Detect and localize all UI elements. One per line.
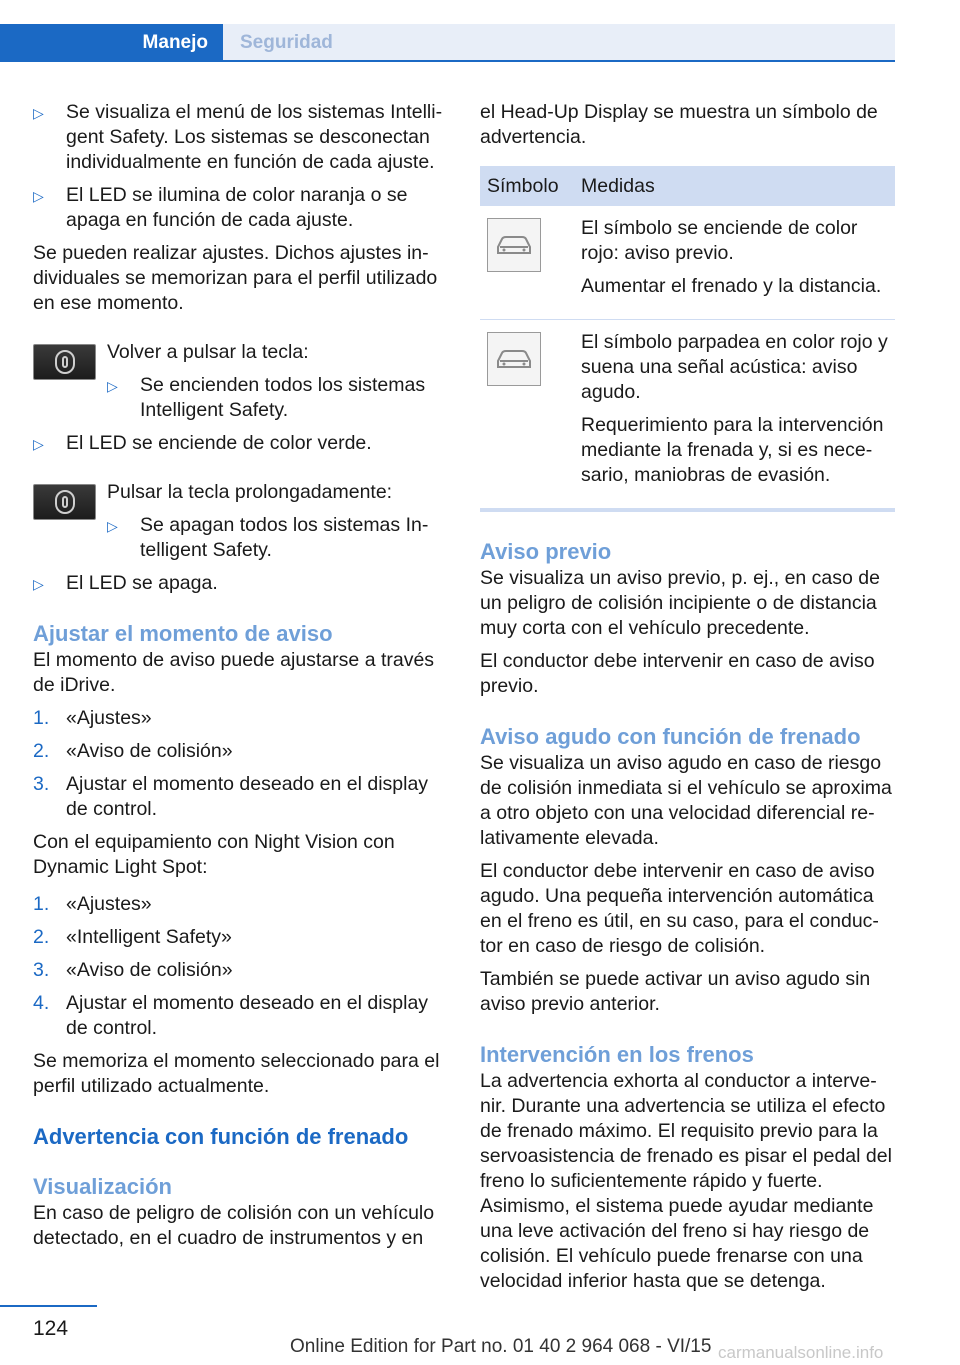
list-number: 2. (33, 740, 50, 762)
list-item (33, 892, 448, 917)
list-item (33, 925, 448, 950)
triangle-bullet-icon: ▷ (107, 518, 118, 534)
key-row-press (33, 340, 448, 423)
table-text: El símbolo parpadea en color rojo y suena una señal acústica: aviso agudo. (581, 331, 888, 403)
left-column (33, 100, 448, 1259)
list-number: 3. (33, 959, 50, 981)
table-cell-medidas (573, 320, 895, 511)
list-text: «Ajustes» (66, 707, 152, 729)
paragraph-agudo: También se puede activar un aviso agudo sin aviso previo anterior. (480, 968, 871, 1015)
heading-visualizacion: Visualización (33, 1174, 172, 1199)
right-column (480, 100, 895, 1302)
table-header-medidas: Medidas (573, 166, 895, 206)
list-text: Ajustar el momento deseado en el display de control. (66, 992, 429, 1039)
heading-advertencia: Advertencia con función de frenado (33, 1124, 409, 1149)
list-item (33, 571, 448, 596)
intelligent-safety-key-icon (33, 344, 96, 380)
heading-intervencion-frenos: Intervención en los frenos (480, 1042, 754, 1067)
table-cell-symbol (480, 320, 573, 511)
paragraph-agudo: Se visualiza un aviso agudo en caso de riesgo de colisión inmediata si el vehículo se aproxima a otro objeto con una velocidad diferencial re‐lativamente elevada. (480, 752, 892, 849)
triangle-bullet-icon: ▷ (107, 378, 118, 394)
paragraph-night-vision: Con el equipamiento con Night Vision con Dynamic Light Spot: (33, 831, 395, 878)
key-row-long-press (33, 480, 448, 563)
list-item (33, 958, 448, 983)
watermark: carmanualsonline.info (718, 1343, 884, 1362)
table-row (480, 206, 895, 320)
paragraph-agudo: El conductor debe intervenir en caso de aviso agudo. Una pequeña intervención automática en el freno es útil, en su caso, para el conduc‐tor en caso de riesgo de colisión. (480, 860, 879, 957)
header-bar (0, 0, 895, 62)
bullet-text: Se encienden todos los sistemas Intelligent Safety. (140, 374, 426, 421)
triangle-bullet-icon: ▷ (33, 105, 44, 121)
heading-ajustar: Ajustar el momento de aviso (33, 621, 333, 646)
table-row (480, 320, 895, 511)
paragraph-memoriza: Se memoriza el momento seleccionado para el perfil utilizado actualmente. (33, 1050, 440, 1097)
table-header-simbolo: Símbolo (480, 166, 573, 206)
car-warning-icon (487, 332, 541, 386)
list-number: 1. (33, 707, 50, 729)
intelligent-safety-key-icon (33, 484, 96, 520)
table-cell-symbol (480, 206, 573, 320)
list-item (33, 431, 448, 456)
key-instruction: Volver a pulsar la tecla: (107, 341, 309, 363)
heading-aviso-previo: Aviso previo (480, 539, 612, 564)
list-item (33, 739, 448, 764)
table-text: Aumentar el frenado y la distancia. (581, 275, 882, 297)
paragraph-previo: Se visualiza un aviso previo, p. ej., en caso de un peligro de colisión incipiente o de distancia muy corta con el vehículo precedente. (480, 567, 880, 639)
table-text: El símbolo se enciende de color rojo: aviso previo. (581, 217, 858, 264)
tab-seguridad[interactable]: Seguridad (223, 24, 895, 61)
list-number: 2. (33, 926, 50, 948)
list-text: «Ajustes» (66, 893, 152, 915)
tab-manejo[interactable]: Manejo (0, 24, 223, 61)
list-item (33, 772, 448, 822)
triangle-bullet-icon: ▷ (33, 436, 44, 452)
bullet-text: El LED se ilumina de color naranja o se apaga en función de cada ajuste. (66, 184, 408, 231)
list-text: Ajustar el momento deseado en el display de control. (66, 773, 429, 820)
list-number: 3. (33, 773, 50, 795)
edition-text: Online Edition for Part no. 01 40 2 964 068 - VI/15 (290, 1336, 712, 1357)
paragraph-frenos: La advertencia exhorta al conductor a interve‐nir. Durante una advertencia se utiliza el efecto de frenado máximo. El requisito previo para la servoasistencia de frenado es pisar el pedal del freno lo suficientemente rápido y fuerte. Asimismo, el sistema puede ayudar mediante una leve activación del freno si hay riesgo de colisión. El vehículo puede frenarse con una velocidad inferior hasta que se detenga. (480, 1070, 892, 1292)
list-item (107, 513, 448, 563)
table-cell-medidas (573, 206, 895, 320)
list-item (33, 991, 448, 1041)
list-number: 4. (33, 992, 50, 1014)
paragraph-ajustes: Se pueden realizar ajustes. Dichos ajustes in‐dividuales se memorizan para el perfil utilizado en ese momento. (33, 242, 438, 314)
list-item (33, 706, 448, 731)
triangle-bullet-icon: ▷ (33, 188, 44, 204)
table-header-row (480, 166, 895, 206)
bullet-text: El LED se enciende de color verde. (66, 432, 372, 454)
key-instruction: Pulsar la tecla prolongadamente: (107, 481, 393, 503)
bullet-text: El LED se apaga. (66, 572, 218, 594)
list-text: «Intelligent Safety» (66, 926, 232, 948)
list-text: «Aviso de colisión» (66, 959, 233, 981)
bullet-text: Se apagan todos los sistemas In‐telligent Safety. (140, 514, 429, 561)
symbol-table (480, 166, 895, 512)
paragraph-previo: El conductor debe intervenir en caso de aviso previo. (480, 650, 875, 697)
header-divider (0, 60, 895, 62)
car-warning-icon (487, 218, 541, 272)
paragraph-visualizacion: En caso de peligro de colisión con un vehículo detectado, en el cuadro de instrumentos y en (33, 1202, 435, 1249)
heading-aviso-agudo: Aviso agudo con función de frenado (480, 724, 861, 749)
table-text: Requerimiento para la intervención mediante la frenada y, si es nece‐sario, maniobras de evasión. (581, 414, 884, 486)
footer-divider (0, 1305, 97, 1307)
page-number: 124 (33, 1317, 69, 1340)
paragraph-ajustar: El momento de aviso puede ajustarse a través de iDrive. (33, 649, 435, 696)
paragraph-headup: el Head-Up Display se muestra un símbolo de advertencia. (480, 101, 878, 148)
list-item (107, 373, 448, 423)
bullet-text: Se visualiza el menú de los sistemas Intelli‐gent Safety. Los sistemas se desconectan individualmente en función de cada ajuste. (66, 101, 443, 173)
list-number: 1. (33, 893, 50, 915)
triangle-bullet-icon: ▷ (33, 576, 44, 592)
list-item (33, 183, 448, 233)
list-item (33, 100, 448, 175)
list-text: «Aviso de colisión» (66, 740, 233, 762)
